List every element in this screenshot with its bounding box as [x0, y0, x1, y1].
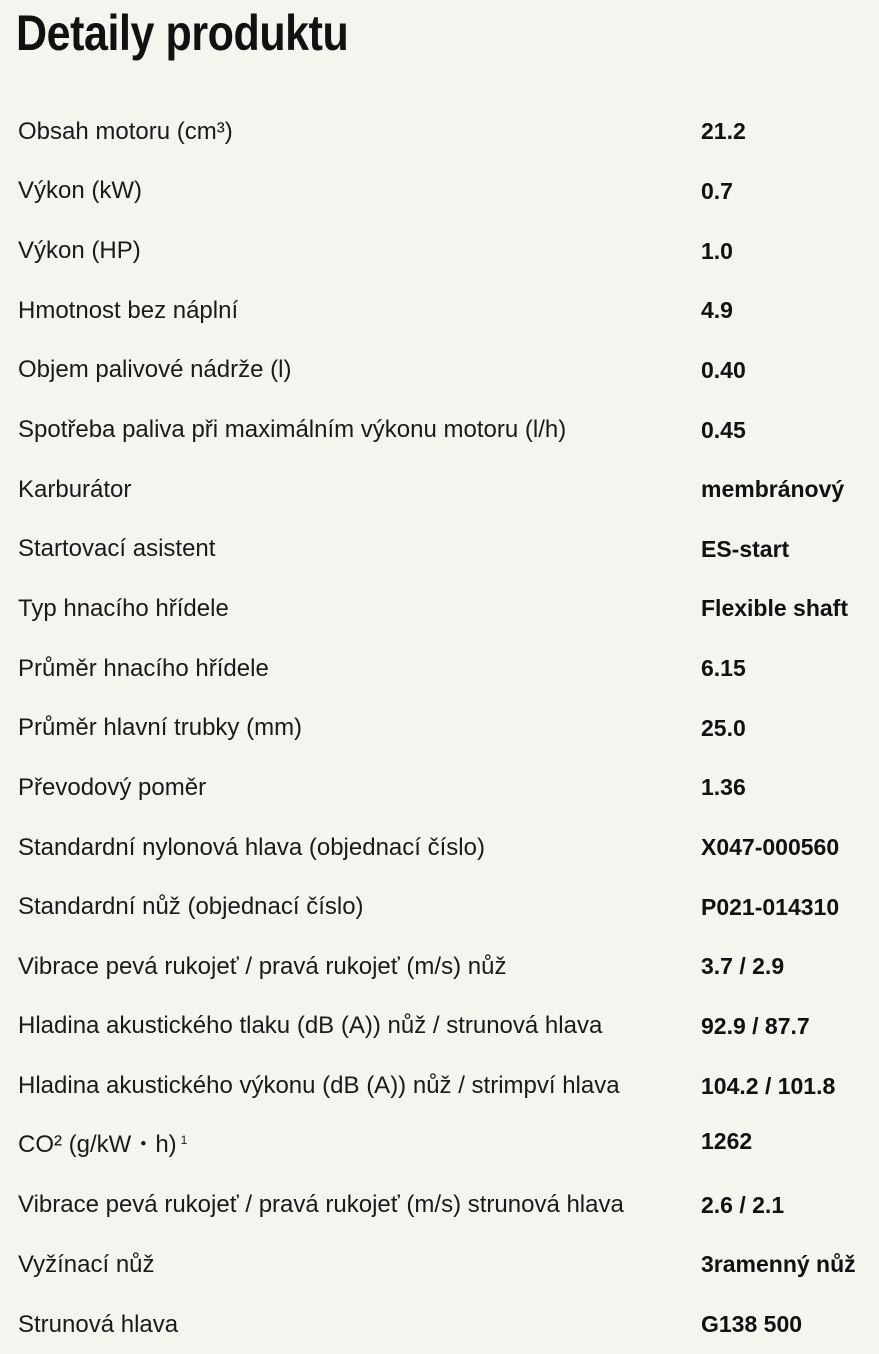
spec-row-string-head	[18, 1295, 879, 1354]
spec-row-sound-pressure	[18, 997, 879, 1057]
spec-label: Výkon (HP)	[18, 237, 141, 265]
spec-label: Strunová hlava	[18, 1310, 179, 1338]
spec-value: 3ramenný nůž	[701, 1251, 856, 1278]
spec-row-main-tube-diameter	[18, 698, 879, 758]
spec-value: 6.15	[701, 655, 746, 682]
spec-row-fuel-consumption	[18, 400, 879, 460]
spec-row-trimmer-blade	[18, 1235, 879, 1295]
spec-label: Převodový poměr	[18, 773, 207, 801]
spec-label: Objem palivové nádrže (l)	[18, 356, 292, 384]
spec-value: 4.9	[701, 297, 733, 324]
spec-value: 2.6 / 2.1	[701, 1191, 785, 1218]
spec-label: Vibrace pevá rukojeť / pravá rukojeť (m/s) strunová hlava	[18, 1191, 624, 1219]
spec-label: Hladina akustického tlaku (dB (A)) nůž / strunová hlava	[18, 1012, 603, 1040]
spec-value: 21.2	[701, 118, 746, 145]
spec-label: Spotřeba paliva při maximálním výkonu motoru (l/h)	[18, 416, 567, 444]
spec-row-dry-weight	[18, 281, 879, 341]
spec-label: Obsah motoru (cm³)	[18, 117, 233, 145]
spec-label: Karburátor	[18, 475, 132, 503]
spec-value: G138 500	[701, 1311, 803, 1338]
spec-label: Startovací asistent	[18, 535, 216, 563]
spec-label: Vyžínací nůž	[18, 1250, 155, 1278]
spec-row-sound-power	[18, 1056, 879, 1116]
spec-value: Flexible shaft	[701, 595, 848, 622]
spec-value: 25.0	[701, 714, 746, 741]
spec-row-vibration-string-head	[18, 1176, 879, 1236]
spec-label: Průměr hlavní trubky (mm)	[18, 714, 303, 742]
spec-row-standard-blade	[18, 877, 879, 937]
spec-value: 3.7 / 2.9	[701, 953, 785, 980]
spec-value: membránový	[701, 476, 845, 503]
spec-row-drive-shaft-diameter	[18, 639, 879, 699]
spec-value: X047-000560	[701, 834, 840, 860]
spec-row-carburetor	[18, 460, 879, 520]
spec-label: Standardní nůž (objednací číslo)	[18, 893, 364, 921]
spec-label: Vibrace pevá rukojeť / pravá rukojeť (m/s) nůž	[18, 952, 507, 980]
spec-label-text: CO² (g/kW・h)	[18, 1131, 177, 1159]
spec-value: 1.0	[701, 237, 733, 264]
spec-row-nylon-head	[18, 818, 879, 878]
spec-value: 104.2 / 101.8	[701, 1072, 836, 1099]
spec-value: 1.36	[701, 774, 746, 801]
spec-row-power-hp	[18, 221, 879, 281]
spec-row-gear-ratio	[18, 758, 879, 818]
spec-row-vibration-blade	[18, 937, 879, 997]
footnote-marker: 1	[180, 1133, 188, 1148]
page-title: Detaily produktu	[16, 5, 349, 61]
spec-value: 1262	[701, 1128, 753, 1155]
spec-table	[18, 102, 879, 1354]
spec-value: P021-014310	[701, 893, 840, 920]
spec-value: 92.9 / 87.7	[701, 1012, 810, 1039]
spec-row-fuel-tank	[18, 341, 879, 401]
spec-value: 0.7	[701, 177, 733, 204]
spec-row-engine-displacement	[18, 102, 879, 162]
spec-value: 0.45	[701, 416, 746, 443]
spec-label: Hmotnost bez náplní	[18, 296, 239, 324]
spec-value: ES-start	[701, 535, 790, 562]
spec-label: Výkon (kW)	[18, 177, 143, 205]
spec-row-drive-shaft-type	[18, 579, 879, 639]
spec-value: 0.40	[701, 356, 746, 383]
spec-row-start-assist	[18, 519, 879, 579]
spec-label: Průměr hnacího hřídele	[18, 654, 269, 682]
spec-label: Typ hnacího hřídele	[18, 594, 229, 622]
spec-label: Standardní nylonová hlava (objednací číslo)	[18, 833, 485, 861]
spec-row-power-kw	[18, 162, 879, 222]
spec-label	[18, 1124, 701, 1159]
spec-row-co2	[18, 1116, 879, 1176]
spec-label: Hladina akustického výkonu (dB (A)) nůž / strimpví hlava	[18, 1072, 620, 1100]
